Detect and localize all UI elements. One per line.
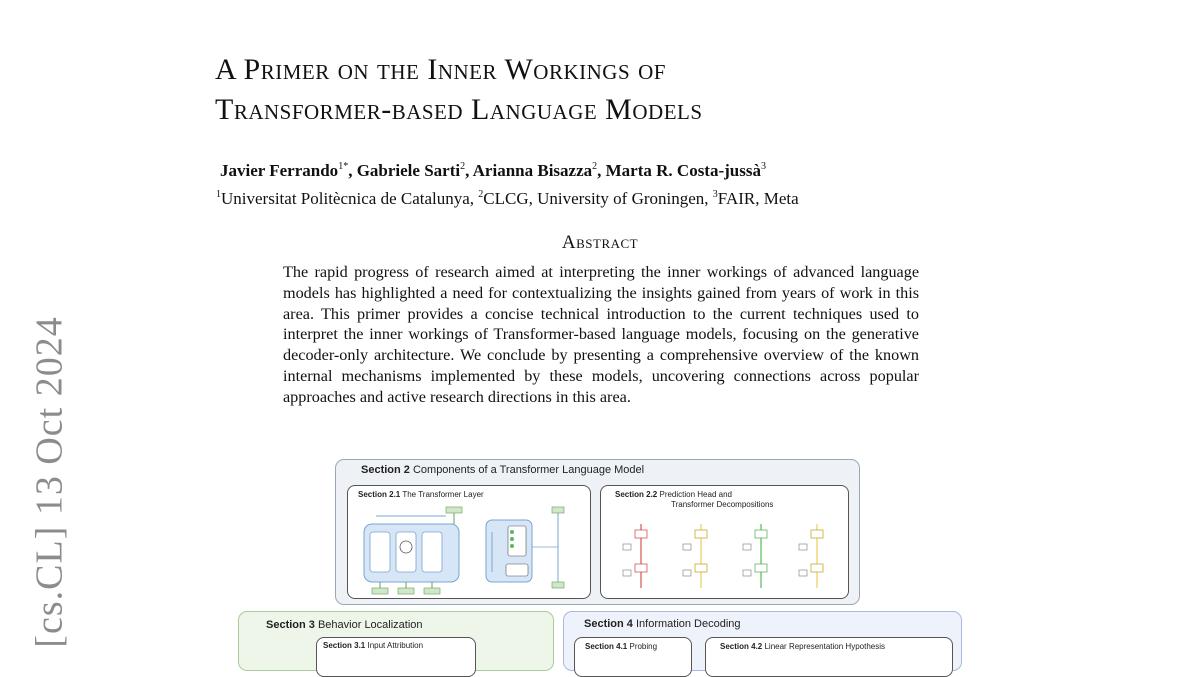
section-4-2-box <box>705 637 953 677</box>
author-name: Marta R. Costa-jussà <box>605 161 761 180</box>
affiliation-name: FAIR, Meta <box>717 189 799 208</box>
author-sup: 2 <box>460 161 466 172</box>
section-3-1-label: Section 3.1 Input Attribution <box>323 641 424 650</box>
decomposition-diagram <box>615 520 835 592</box>
author-name: Javier Ferrando <box>220 161 339 180</box>
affiliation-name: Universitat Politècnica de Catalunya <box>221 189 470 208</box>
author-name: Gabriele Sarti <box>356 161 461 180</box>
section-2-1-box <box>347 485 591 599</box>
section-2-2-label-line2: Transformer Decompositions <box>671 500 774 509</box>
arxiv-id-text: [cs.CL] 13 Oct 2024 <box>29 315 72 648</box>
figure-section-4 <box>563 611 962 671</box>
abstract-heading: Abstract <box>561 232 639 253</box>
section-4-1-label: Section 4.1 Probing <box>585 642 658 651</box>
title-line-2: Transformer-based Language Models <box>215 93 703 126</box>
section-2-2-label: Section 2.2 Prediction Head and <box>615 490 732 499</box>
section-2-1-label: Section 2.1 The Transformer Layer <box>358 490 484 499</box>
title-line-1: A Primer on the Inner Workings of <box>215 53 666 86</box>
affiliation-sup: 3 <box>712 189 718 200</box>
section-4-label: Section 4 Information Decoding <box>584 618 741 630</box>
section-2-label: Section 2 Components of a Transformer Language Model <box>361 464 645 476</box>
author-sup: 3 <box>760 161 766 172</box>
section-2-2-box <box>600 485 849 599</box>
section-3-1-box <box>316 637 476 677</box>
section-4-2-label: Section 4.2 Linear Representation Hypothesis <box>720 642 885 651</box>
affiliation-name: CLCG, University of Groningen <box>483 189 705 208</box>
author-sup: 1* <box>338 161 349 172</box>
author-sup: 2 <box>592 161 598 172</box>
transformer-layer-diagram <box>356 502 584 596</box>
affiliation-list: $^1$Universitat Politècnica de Catalunya, $^2$CLCG, University of Groningen, $^3$FAIR, Meta <box>216 189 799 208</box>
figure-section-2 <box>335 459 860 605</box>
paper-title <box>215 50 975 130</box>
section-3-label: Section 3 Behavior Localization <box>266 619 423 631</box>
section-4-1-box <box>574 637 692 677</box>
author-list: Javier Ferrando$^{1*}$, Gabriele Sarti$^2$, Arianna Bisazza$^2$, Marta R. Costa-jussà$^3$ <box>220 161 766 180</box>
author-name: Arianna Bisazza <box>472 161 593 180</box>
affiliation-sup: 2 <box>478 189 484 200</box>
figure-section-3 <box>238 611 554 671</box>
arxiv-side-stamp <box>28 315 72 648</box>
affiliation-sup: 1 <box>216 189 221 200</box>
abstract-text: The rapid progress of research aimed at interpreting the inner workings of advanced language models has highlighted a need for contextualizing the insights gained from years of work in this area. This primer provides a concise technical introduction to the current techniques used to interpret the inner workings of Transformer-based language models, focusing on the generative decoder-only architecture. We conclude by presenting a comprehensive overview of the known internal mechanisms implemented by these models, uncovering connections across popular approaches and active research directions in this area. <box>283 263 919 406</box>
